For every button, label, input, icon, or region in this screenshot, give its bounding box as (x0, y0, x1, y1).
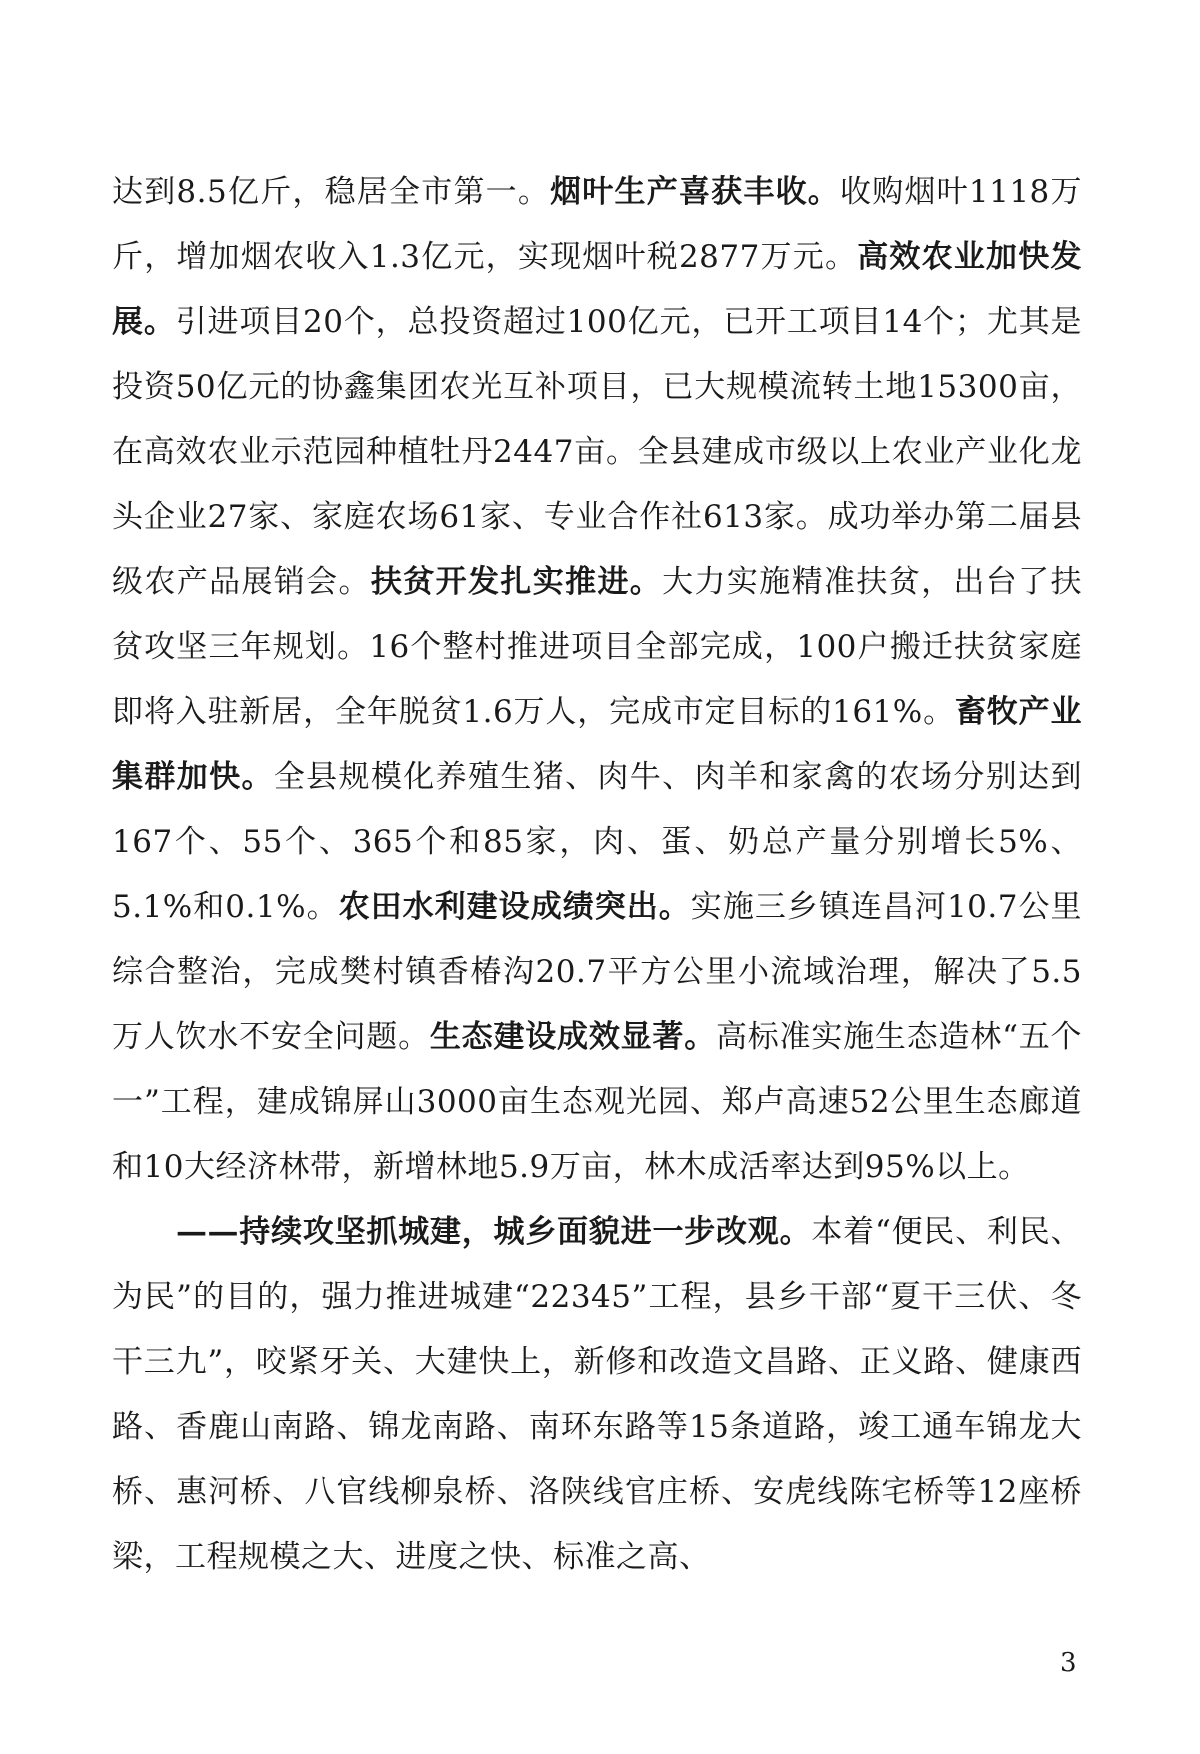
sentence-water-conservancy: 实施三乡镇连昌河10.7公里综合整治，完成樊村镇香椿沟20.7平方公里小流域治理，解决了5.5万人饮水不安全问题。 (112, 889, 1083, 1055)
heading-livestock: 畜牧产业集群加快。 (112, 694, 1082, 795)
heading-tobacco: 烟叶生产喜获丰收。 (550, 174, 841, 210)
sentence-livestock: 全县规模化养殖生猪、肉牛、肉羊和家禽的农场分别达到167个、55个、365个和85家，肉、蛋、奶总产量分别增长5%、5.1%和0.1%。 (112, 759, 1082, 925)
sentence-ecology: 高标准实施生态造林“五个一”工程，建成锦屏山3000亩生态观光园、郑卢高速52公里生态廊道和10大经济林带，新增林地5.9万亩，林木成活率达到95%以上。 (112, 1019, 1082, 1185)
sentence-tobacco: 收购烟叶1118万斤，增加烟农收入1.3亿元，实现烟叶税2877万元。 (112, 174, 1082, 275)
page-number: 3 (1060, 1648, 1077, 1678)
heading-efficient-agriculture: 高效农业加快发展。 (112, 239, 1082, 340)
paragraph-agriculture (112, 160, 1082, 1200)
heading-urban-construction: ——持续攻坚抓城建，城乡面貌进一步改观。 (176, 1214, 812, 1250)
sentence-efficient-agriculture: 引进项目20个，总投资超过100亿元，已开工项目14个；尤其是投资50亿元的协鑫集团农光互补项目，已大规模流转土地15300亩，在高效农业示范园种植牡丹2447亩。全县建成市级以上农业产业化龙头企业27家、家庭农场61家、专业合作社613家。成功举办第二届县级农产品展销会。 (112, 304, 1083, 600)
sentence-poverty-alleviation: 大力实施精准扶贫，出台了扶贫攻坚三年规划。16个整村推进项目全部完成，100户搬迁扶贫家庭即将入驻新居，全年脱贫1.6万人，完成市定目标的161%。 (112, 564, 1083, 730)
sentence-grain-output: 达到8.5亿斤，稳居全市第一。 (112, 174, 551, 210)
paragraph-urban-construction (112, 1200, 1082, 1590)
document-body (112, 160, 1082, 1590)
heading-water-conservancy: 农田水利建设成绩突出。 (338, 889, 691, 925)
sentence-urban-construction: 本着“便民、利民、为民”的目的，强力推进城建“22345”工程，县乡干部“夏干三伏、冬干三九”，咬紧牙关、大建快上，新修和改造文昌路、正义路、健康西路、香鹿山南路、锦龙南路、南环东路等15条道路，竣工通车锦龙大桥、惠河桥、八官线柳泉桥、洛陕线官庄桥、安虎线陈宅桥等12座桥梁，工程规模之大、进度之快、标准之高、 (112, 1214, 1082, 1575)
heading-poverty-alleviation: 扶贫开发扎实推进。 (370, 564, 663, 600)
heading-ecology: 生态建设成效显著。 (429, 1019, 716, 1055)
